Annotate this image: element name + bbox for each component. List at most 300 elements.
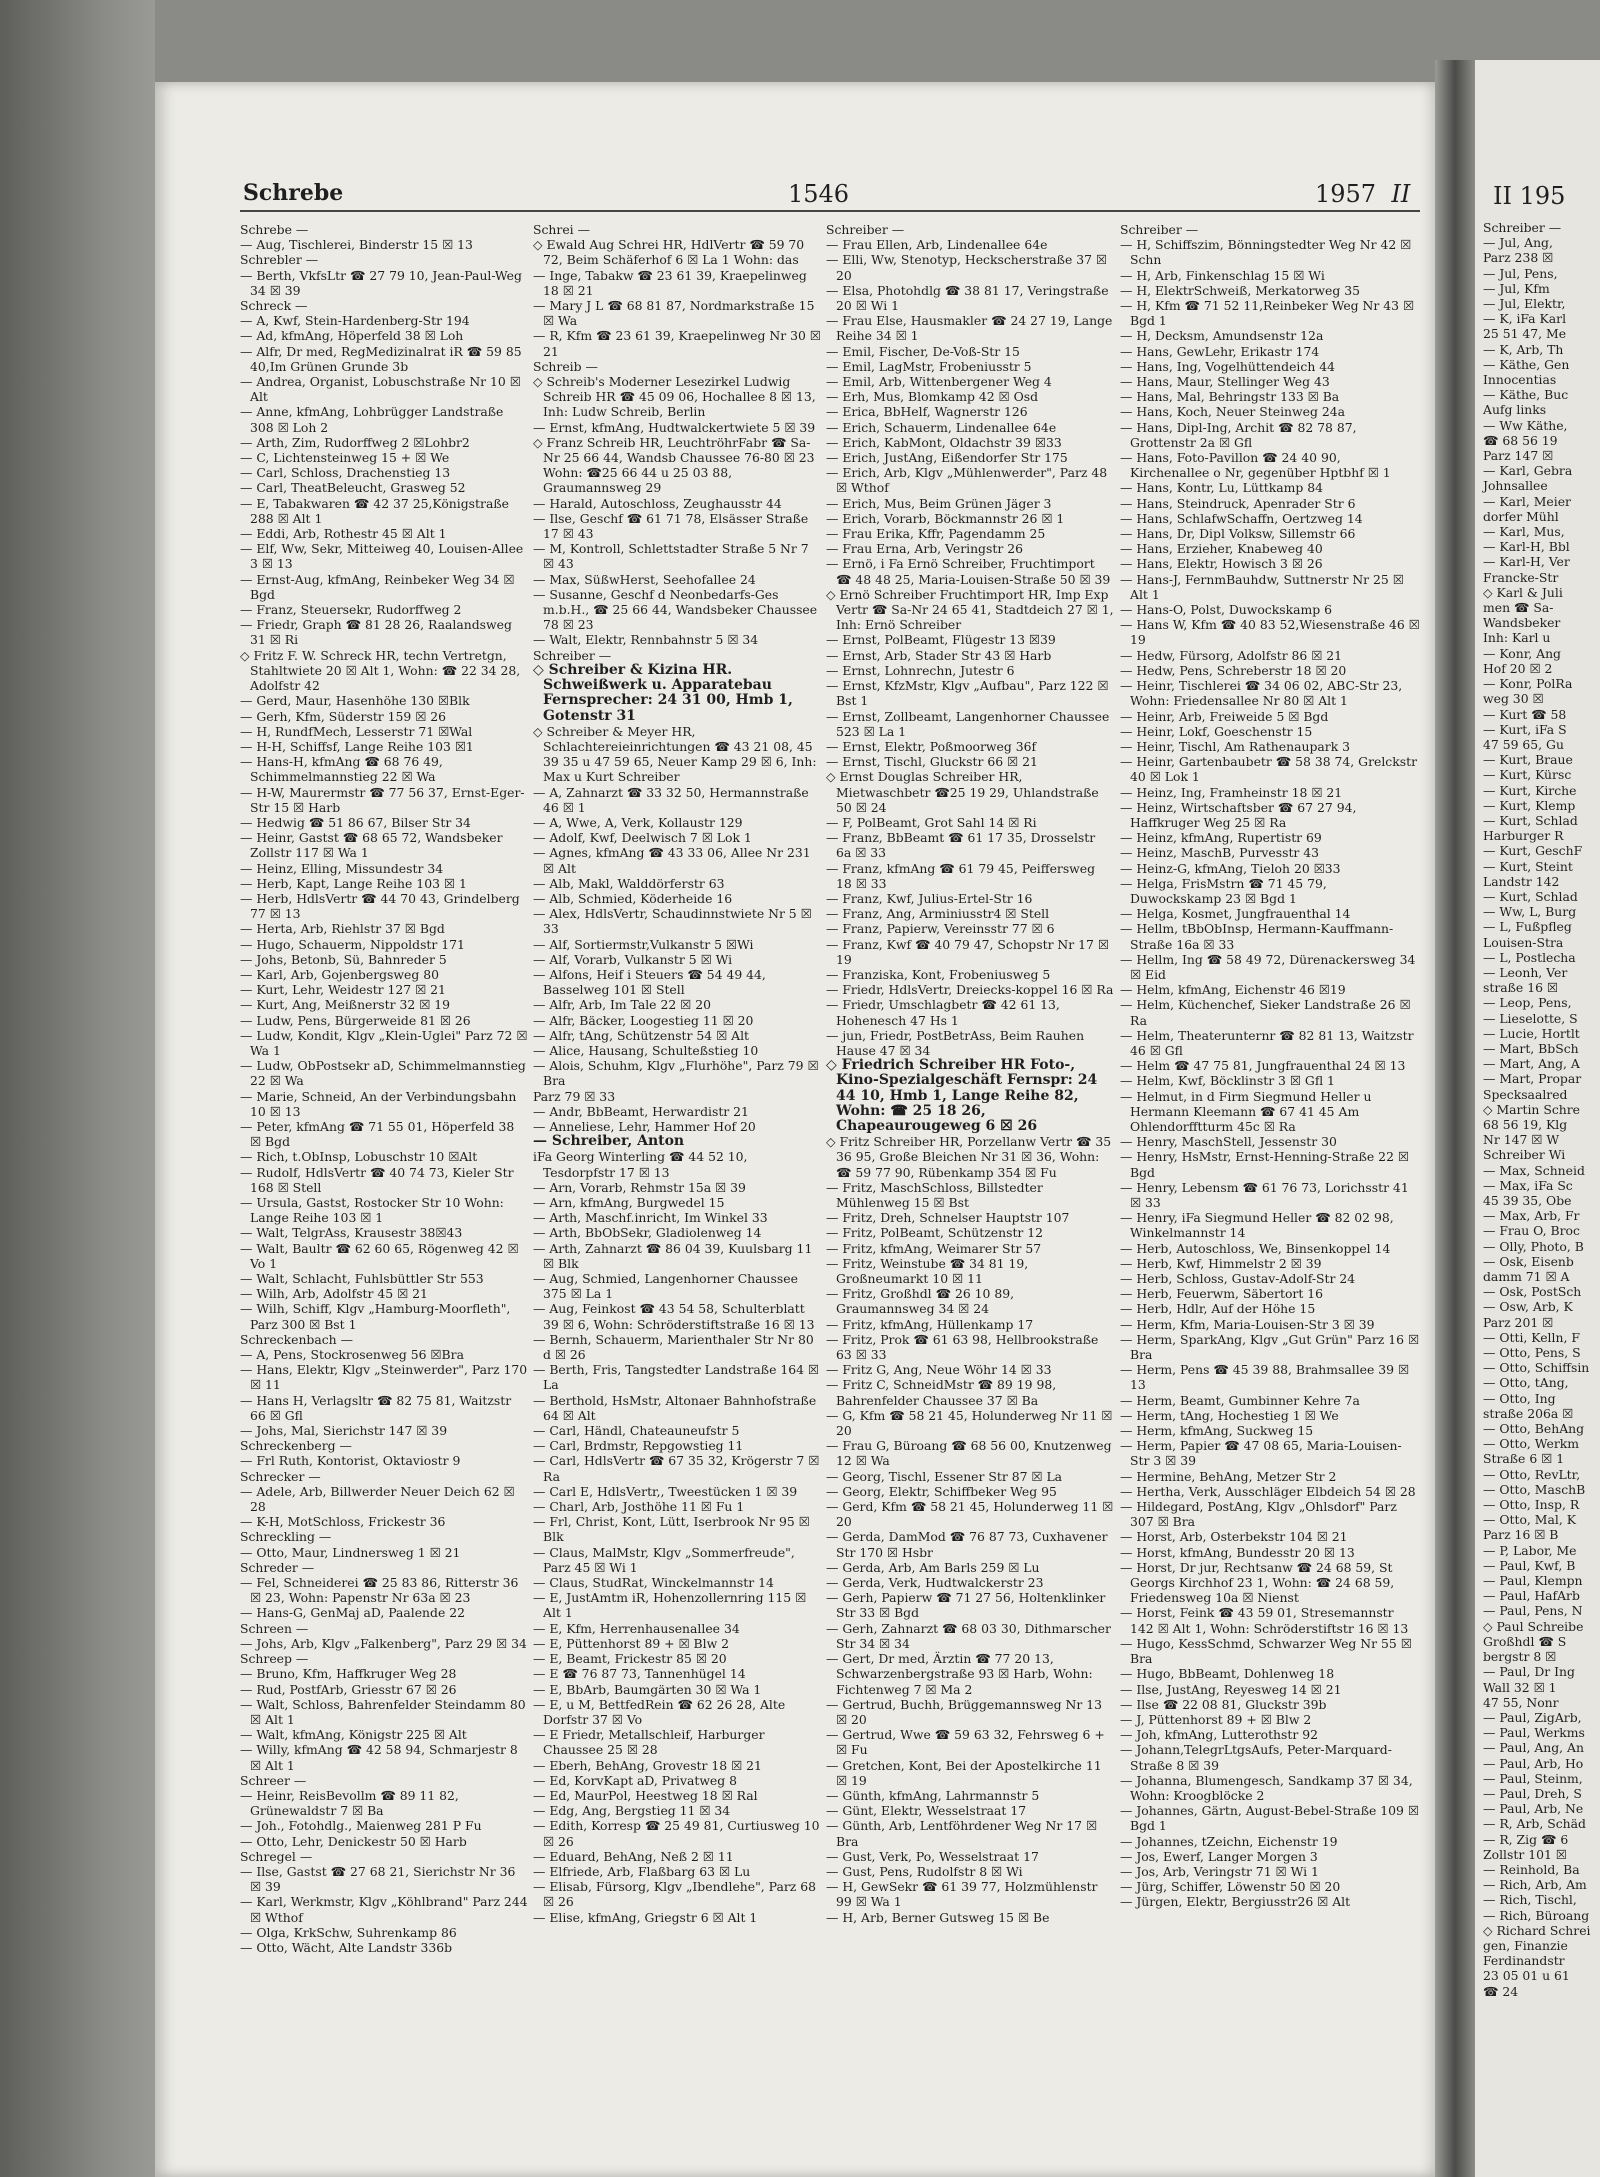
directory-entry: Schrei — xyxy=(533,222,590,237)
directory-entry: — Karl, Meier xyxy=(1483,493,1571,509)
directory-entry: — Max, Schneid xyxy=(1483,1162,1585,1178)
directory-entry: — Max, Arb, Fr xyxy=(1483,1208,1580,1224)
column-3 xyxy=(826,222,1114,2167)
directory-entry: — Arth, BbObSekr, Gladiolenweg 14 xyxy=(533,1225,762,1241)
directory-entry: — Osk, PostSch xyxy=(1483,1284,1582,1300)
directory-entry: — Alice, Hausang, Schulteßstieg 10 xyxy=(533,1042,759,1058)
directory-entry: ◇ Richard Schrei xyxy=(1483,1922,1591,1938)
directory-entry: — K-H, MotSchloss, Frickestr 36 xyxy=(240,1514,446,1530)
directory-entry: — Jürgen, Elektr, Bergiusstr26 ☒ Alt xyxy=(1120,1894,1351,1910)
directory-entry: — Herb, Kapt, Lange Reihe 103 ☒ 1 xyxy=(240,875,467,891)
directory-entry: — Jul, Pens, xyxy=(1483,265,1558,281)
directory-entry: — Leop, Pens, xyxy=(1483,995,1572,1011)
directory-entry: — Carl, Händl, Chateauneufstr 5 xyxy=(533,1423,740,1439)
directory-entry: — Paul, Klempn xyxy=(1483,1573,1583,1589)
directory-entry: ◇ Ernst Douglas Schreiber HR, Mietwaschbetr ☎25 19 29, Uhlandstraße 50 ☒ 24 xyxy=(826,769,1099,815)
directory-entry: — Helga, Kosmet, Jungfrauenthal 14 xyxy=(1120,906,1351,922)
directory-entry: — Edith, Korresp ☎ 25 49 81, Curtiusweg 10 ☒ 26 xyxy=(533,1818,820,1849)
directory-entry: — Hans-G, GenMaj aD, Paalende 22 xyxy=(240,1605,466,1621)
directory-entry: — Heinr, Lokf, Goeschenstr 15 xyxy=(1120,723,1313,739)
directory-entry: — Herm, Kfm, Maria-Louisen-Str 3 ☒ 39 xyxy=(1120,1316,1375,1332)
directory-entry: Johnsallee xyxy=(1483,478,1548,494)
directory-entry: Schreck — xyxy=(240,298,308,314)
directory-entry: Nr 147 ☒ W xyxy=(1483,1132,1560,1148)
directory-entry: — Henry, Lebensm ☎ 61 76 73, Lorichsstr 41 ☒ 33 xyxy=(1120,1179,1409,1210)
directory-entry: — Heinz, kfmAng, Rupertistr 69 xyxy=(1120,830,1322,846)
directory-entry: — Herb, Schloss, Gustav-Adolf-Str 24 xyxy=(1120,1271,1356,1287)
directory-entry: — Joh, kfmAng, Lutterothstr 92 xyxy=(1120,1727,1319,1743)
directory-entry: — Wilh, Arb, Adolfstr 45 ☒ 21 xyxy=(240,1286,428,1302)
directory-entry: — Heinr, ReisBevollm ☎ 89 11 82, Grünewaldstr 7 ☒ Ba xyxy=(240,1787,459,1819)
directory-entry: — Alf, Sortiermstr,Vulkanstr 5 ☒Wi xyxy=(533,936,754,952)
directory-entry: — Susanne, Geschf d Neonbedarfs-Ges m.b.H., ☎ 25 66 44, Wandsbeker Chaussee 78 ☒ 23 xyxy=(533,586,818,633)
directory-entry: — Erica, BbHelf, Wagnerstr 126 xyxy=(826,404,1028,420)
directory-entry: Aufg links xyxy=(1483,402,1547,418)
directory-entry: Schreckling — xyxy=(240,1529,332,1545)
directory-entry: — Ww, L, Burg xyxy=(1483,904,1577,920)
directory-entry: — Horst, kfmAng, Bundesstr 20 ☒ 13 xyxy=(1120,1544,1355,1560)
directory-entry: — Berth, Fris, Tangstedter Landstraße 164 ☒ La xyxy=(533,1362,820,1393)
directory-entry: — E, Beamt, Frickestr 85 ☒ 20 xyxy=(533,1651,727,1667)
directory-entry: 68 56 19, Klg xyxy=(1483,1116,1568,1132)
directory-entry: — Hellm, Ing ☎ 58 49 72, Dürenackersweg 34 ☒ Eid xyxy=(1120,951,1416,982)
directory-entry: — Walt, Elektr, Rennbahnstr 5 ☒ 34 xyxy=(533,632,759,648)
directory-entry: — Leonh, Ver xyxy=(1483,964,1568,980)
directory-entry: — Arth, Maschf.inricht, Im Winkel 33 xyxy=(533,1210,768,1226)
directory-entry: — Otto, Ing xyxy=(1483,1390,1556,1406)
directory-entry: — G, Kfm ☎ 58 21 45, Holunderweg Nr 11 ☒ 20 xyxy=(826,1407,1113,1439)
directory-entry: — Herb, Autoschloss, We, Binsenkoppel 14 xyxy=(1120,1240,1391,1256)
directory-entry: — Otto, Mal, K xyxy=(1483,1512,1576,1528)
directory-entry: — Konr, PolRa xyxy=(1483,676,1573,692)
directory-entry: — Agnes, kfmAng ☎ 43 33 06, Allee Nr 231 ☒ Alt xyxy=(533,845,811,876)
directory-entry: — Friedr, HdlsVertr, Dreiecks-koppel 16 ☒ Ra xyxy=(826,982,1114,998)
directory-entry: Inh: Karl u xyxy=(1483,630,1551,646)
directory-entry: Louisen-Stra xyxy=(1483,934,1564,950)
directory-entry: Schreiber — xyxy=(533,647,612,663)
directory-entry: — Kurt, Kirche xyxy=(1483,782,1577,798)
directory-entry: — Johs, Mal, Sierichstr 147 ☒ 39 xyxy=(240,1423,448,1439)
directory-entry: — Erich, Vorarb, Böckmannstr 26 ☒ 1 xyxy=(826,510,1065,526)
directory-entry: — Herm, Beamt, Gumbinner Kehre 7a xyxy=(1120,1392,1360,1408)
directory-entry: Parz 16 ☒ B xyxy=(1483,1527,1559,1543)
directory-entry: — Herm, kfmAng, Suckweg 15 xyxy=(1120,1423,1314,1439)
directory-entry: — Hans, SchlafwSchaffn, Oertzweg 14 xyxy=(1120,510,1363,526)
directory-entry: — Hans, Erzieher, Knabeweg 40 xyxy=(1120,541,1323,557)
directory-entry: — Frau Else, Hausmakler ☎ 24 27 19, Lange Reihe 34 ☒ 1 xyxy=(826,313,1113,344)
directory-entry: — Paul, Pens, N xyxy=(1483,1603,1583,1619)
directory-entry: — A, Pens, Stockrosenweg 56 ☒Bra xyxy=(240,1347,464,1363)
directory-entry: — Otto, Schiffsin xyxy=(1483,1360,1590,1376)
column-1 xyxy=(240,222,528,2167)
directory-entry: Wall 32 ☒ 1 xyxy=(1483,1679,1557,1695)
directory-entry: — Frau Ellen, Arb, Lindenallee 64e xyxy=(826,237,1048,253)
directory-entry: — Carl, HdlsVertr ☎ 67 35 32, Krögerstr 7 ☒ Ra xyxy=(533,1453,820,1484)
directory-entry: Schreiber Wi xyxy=(1483,1147,1566,1163)
directory-entry: — Frl Ruth, Kontorist, Oktaviostr 9 xyxy=(240,1453,461,1469)
directory-entry: — Henry, iFa Siegmund Heller ☎ 82 02 98, Winkelmannstr 14 xyxy=(1120,1210,1394,1241)
directory-entry: — Paul, Kwf, B xyxy=(1483,1557,1576,1573)
directory-entry: — K, Arb, Th xyxy=(1483,341,1564,357)
directory-entry: — Kurt, Kürsc xyxy=(1483,767,1572,783)
directory-entry: — Helm, Theaterunternr ☎ 82 81 13, Waitzstr 46 ☒ Gfl xyxy=(1120,1027,1414,1058)
directory-entry: — E, BbArb, Baumgärten 30 ☒ Wa 1 xyxy=(533,1681,762,1697)
directory-entry: — Otto, BehAng xyxy=(1483,1421,1585,1437)
directory-entry: Schreckenbach — xyxy=(240,1331,353,1347)
directory-entry: Schreer — xyxy=(240,1772,307,1788)
directory-entry: — E, Tabakwaren ☎ 42 37 25,Königstraße 288 ☒ Alt 1 xyxy=(240,495,509,526)
directory-entry: — H, GewSekr ☎ 61 39 77, Holzmühlenstr 99 ☒ Wa 1 xyxy=(826,1879,1098,1910)
directory-entry: — Gerd, Maur, Hasenhöhe 130 ☒Blk xyxy=(240,693,470,709)
directory-entry: — Otto, Wächt, Alte Landstr 336b xyxy=(240,1939,453,1955)
directory-entry: — Karl, Mus, xyxy=(1483,524,1565,540)
directory-entry: — E ☎ 76 87 73, Tannenhügel 14 xyxy=(533,1666,746,1682)
directory-entry: — Charl, Arb, Josthöhe 11 ☒ Fu 1 xyxy=(533,1499,745,1515)
directory-entry: — Herm, Papier ☎ 47 08 65, Maria-Louisen-Str 3 ☒ 39 xyxy=(1120,1438,1402,1469)
directory-entry: — Kurt, Ang, Meißnerstr 32 ☒ 19 xyxy=(240,997,451,1013)
directory-entry: — Herb, HdlsVertr ☎ 44 70 43, Grindelberg 77 ☒ 13 xyxy=(240,890,520,922)
directory-entry: — Gust, Verk, Po, Wesselstraat 17 xyxy=(826,1848,1039,1864)
directory-entry: Schrecker — xyxy=(240,1468,321,1484)
directory-entry: — Otto, tAng, xyxy=(1483,1375,1569,1391)
directory-entry: — Walt, Schloss, Bahrenfelder Steindamm 80 ☒ Alt 1 xyxy=(240,1696,526,1727)
directory-entry: damm 71 ☒ A xyxy=(1483,1269,1570,1285)
directory-entry: — Käthe, Buc xyxy=(1483,387,1569,403)
directory-entry: — Inge, Tabakw ☎ 23 61 39, Kraepelinweg 18 ☒ 21 xyxy=(533,267,807,298)
directory-entry: — Ernst, Elektr, Poßmoorweg 36f xyxy=(826,738,1037,754)
directory-entry: — Hans, Ing, Vogelhüttendeich 44 xyxy=(1120,358,1336,374)
directory-entry: — Eberh, BehAng, Grovestr 18 ☒ 21 xyxy=(533,1757,762,1773)
directory-entry: — Kurt, GeschF xyxy=(1483,843,1583,859)
directory-entry: — Wilh, Schiff, Klgv „Hamburg-Moorfleth", Parz 300 ☒ Bst 1 xyxy=(240,1301,511,1332)
directory-entry: Hof 20 ☒ 2 xyxy=(1483,660,1553,676)
directory-entry: — Emil, Fischer, De-Voß-Str 15 xyxy=(826,343,1020,359)
directory-entry: Schreep — xyxy=(240,1651,309,1667)
directory-entry: — Paul, Dr Ing xyxy=(1483,1664,1575,1680)
directory-entry: — Rud, PostfArb, Griesstr 67 ☒ 26 xyxy=(240,1681,457,1697)
directory-entry: — Ludw, Pens, Bürgerweide 81 ☒ 26 xyxy=(240,1012,471,1028)
directory-entry: Schreckenberg — xyxy=(240,1438,352,1454)
directory-entry: — H, RundfMech, Lesserstr 71 ☒Wal xyxy=(240,723,473,739)
directory-entry: — Gertrud, Wwe ☎ 59 63 32, Fehrsweg 6 + ☒ Fu xyxy=(826,1727,1105,1758)
directory-entry: — Alois, Schuhm, Klgv „Flurhöhe", Parz 79 ☒ Bra xyxy=(533,1058,819,1089)
directory-entry: — Herm, SparkAng, Klgv „Gut Grün" Parz 16 ☒ Bra xyxy=(1120,1331,1420,1363)
directory-entry: — Henry, MaschStell, Jessenstr 30 xyxy=(1120,1134,1337,1150)
directory-entry: ◇ Ewald Aug Schrei HR, HdlVertr ☎ 59 70 72, Beim Schäferhof 6 ☒ La 1 Wohn: das xyxy=(533,237,805,268)
directory-entry: — Franz, kfmAng ☎ 61 79 45, Peiffersweg 18 ☒ 33 xyxy=(826,860,1096,891)
directory-entry: — Ernst, Arb, Stader Str 43 ☒ Harb xyxy=(826,647,1052,663)
directory-entry: Parz 201 ☒ xyxy=(1483,1314,1554,1330)
directory-entry: — J, Püttenhorst 89 + ☒ Blw 2 xyxy=(1120,1711,1312,1727)
directory-entry: — Herta, Arb, Riehlstr 37 ☒ Bgd xyxy=(240,921,445,937)
directory-entry: — Hellm, tBbObInsp, Hermann-Kauffmann-Straße 16a ☒ 33 xyxy=(1120,921,1394,952)
directory-entry: Francke-Str xyxy=(1483,569,1559,585)
next-page-header: II 195 xyxy=(1493,182,1566,210)
next-page-edge xyxy=(1475,60,1600,2177)
directory-entry: — Heinz-G, kfmAng, Tieloh 20 ☒33 xyxy=(1120,860,1341,876)
directory-entry: — Erich, KabMont, Oldachstr 39 ☒33 xyxy=(826,434,1062,450)
directory-entry: — Fritz C, SchneidMstr ☎ 89 19 98, Bahrenfelder Chaussee 37 ☒ Ba xyxy=(826,1377,1057,1408)
directory-entry: — Paul, Arb, Ne xyxy=(1483,1801,1584,1817)
directory-entry: — Alb, Schmied, Köderheide 16 xyxy=(533,890,733,906)
directory-entry: — Elli, Ww, Stenotyp, Heckscherstraße 37 ☒ 20 xyxy=(826,252,1108,283)
directory-entry: 47 59 65, Gu xyxy=(1483,736,1564,752)
directory-entry: — Gerd, Kfm ☎ 58 21 45, Holunderweg 11 ☒ 20 xyxy=(826,1499,1114,1530)
directory-entry: — Hugo, BbBeamt, Dohlenweg 18 xyxy=(1120,1666,1335,1682)
directory-entry: — Alex, HdlsVertr, Schaudinnstwiete Nr 5 ☒ 33 xyxy=(533,906,812,937)
directory-entry: — Adele, Arb, Billwerder Neuer Deich 62 ☒ 28 xyxy=(240,1483,515,1515)
directory-entry: — K, iFa Karl xyxy=(1483,311,1567,327)
directory-entry: — F, PolBeamt, Grot Sahl 14 ☒ Ri xyxy=(826,814,1037,830)
book-gutter xyxy=(1435,60,1475,2177)
directory-entry: — E, Kfm, Herrenhausenallee 34 xyxy=(533,1620,740,1636)
directory-entry: — Franz, Ang, Arminiusstr4 ☒ Stell xyxy=(826,906,1050,922)
directory-entry: — Ernö, i Fa Ernö Schreiber, Fruchtimport ☎ 48 48 25, Maria-Louisen-Straße 50 ☒ 39 xyxy=(826,556,1111,587)
directory-entry: — Edg, Ang, Bergstieg 11 ☒ 34 xyxy=(533,1803,731,1819)
directory-entry: — Erh, Mus, Blomkamp 42 ☒ Osd xyxy=(826,389,1039,405)
directory-entry: — Rich, Arb, Am xyxy=(1483,1877,1587,1893)
directory-entry: — Ernst, PolBeamt, Flügestr 13 ☒39 xyxy=(826,632,1056,648)
directory-entry: — Hertha, Verk, Ausschläger Elbdeich 54 ☒ 28 xyxy=(1120,1483,1416,1499)
directory-entry: — Fritz, Großhdl ☎ 26 10 89, Graumannsweg 34 ☒ 24 xyxy=(826,1286,1015,1317)
directory-entry: — Franz, Kwf ☎ 40 79 47, Schopstr Nr 17 ☒ 19 xyxy=(826,936,1109,967)
directory-entry: — Fritz, Weinstube ☎ 34 81 19, Großneumarkt 10 ☒ 11 xyxy=(826,1255,1029,1287)
directory-entry: Zollstr 101 ☒ xyxy=(1483,1846,1567,1862)
directory-entry: ☎ 68 56 19 xyxy=(1483,432,1558,448)
scan-background-left xyxy=(0,0,155,2177)
directory-entry: — Hans, Steindruck, Apenrader Str 6 xyxy=(1120,495,1356,511)
directory-entry: — Claus, MalMstr, Klgv „Sommerfreude", Parz 45 ☒ Wi 1 xyxy=(533,1544,795,1575)
directory-entry: — Ursula, Gastst, Rostocker Str 10 Wohn: Lange Reihe 103 ☒ 1 xyxy=(240,1195,504,1226)
directory-entry: — Ernst-Aug, kfmAng, Reinbeker Weg 34 ☒ Bgd xyxy=(240,571,515,602)
directory-entry: — Gert, Dr med, Ärztin ☎ 77 20 13, Schwarzenbergstraße 93 ☒ Harb, Wohn: Fichtenweg 7 ☒ Ma 2 xyxy=(826,1651,1093,1697)
directory-entry: — Karl, Gebra xyxy=(1483,463,1573,479)
directory-entry: — Helga, FrisMstrn ☎ 71 45 79, Duwockskamp 23 ☒ Bgd 1 xyxy=(1120,875,1327,906)
directory-entry: Schreen — xyxy=(240,1620,309,1636)
directory-entry: — Günt, Elektr, Wesselstraat 17 xyxy=(826,1803,1027,1819)
directory-entry: — Helm, Kwf, Böcklinstr 3 ☒ Gfl 1 xyxy=(1120,1073,1335,1089)
directory-entry: — Friedr, Umschlagbetr ☎ 42 61 13, Hohenesch 47 Hs 1 xyxy=(826,997,1060,1028)
directory-entry: — Friedr, Graph ☎ 81 28 26, Raalandsweg 31 ☒ Ri xyxy=(240,617,512,648)
directory-entry: Schrebe — xyxy=(240,222,309,237)
directory-entry: Parz 238 ☒ xyxy=(1483,250,1554,266)
directory-entry: Großhdl ☎ S xyxy=(1483,1633,1567,1649)
directory-entry: — Adolf, Kwf, Deelwisch 7 ☒ Lok 1 xyxy=(533,830,752,846)
directory-entry: iFa Georg Winterling ☎ 44 52 10, Tesdorpfstr 17 ☒ 13 xyxy=(533,1149,748,1180)
directory-entry: — Gerda, Verk, Hudtwalckerstr 23 xyxy=(826,1575,1044,1591)
directory-entry: — Hedwig ☎ 51 86 67, Bilser Str 34 xyxy=(240,814,471,830)
directory-entry: — Olga, KrkSchw, Suhrenkamp 86 xyxy=(240,1924,457,1940)
directory-entry: — Gertrud, Buchh, Brüggemannsweg Nr 13 ☒ 20 xyxy=(826,1696,1102,1727)
directory-entry: — P, Labor, Me xyxy=(1483,1542,1577,1558)
directory-entry: — Helm ☎ 47 75 81, Jungfrauenthal 24 ☒ 13 xyxy=(1120,1058,1406,1074)
directory-entry: Harburger R xyxy=(1483,828,1564,844)
directory-entry: — H, Arb, Berner Gutsweg 15 ☒ Be xyxy=(826,1909,1050,1925)
directory-entry: ◇ Fritz Schreiber HR, Porzellanw Vertr ☎ 35 36 95, Große Bleichen Nr 31 ☒ 36, Wohn: ☎ 59 77 90, Rübenkamp 354 ☒ Fu xyxy=(826,1134,1112,1180)
directory-entry: — Alf, Vorarb, Vulkanstr 5 ☒ Wi xyxy=(533,951,733,967)
directory-entry: — Anne, kfmAng, Lohbrügger Landstraße 308 ☒ Loh 2 xyxy=(240,404,504,435)
directory-entry: — Hedw, Pens, Schreberstr 18 ☒ 20 xyxy=(1120,662,1347,678)
directory-entry: — Alfons, Heif i Steuers ☎ 54 49 44, Basselweg 101 ☒ Stell xyxy=(533,966,766,998)
directory-entry: — Hans, Dipl-Ing, Archit ☎ 82 78 87, Grottenstr 2a ☒ Gfl xyxy=(1120,419,1357,450)
directory-entry: — Arn, kfmAng, Burgwedel 15 xyxy=(533,1195,725,1210)
directory-entry: Landstr 142 xyxy=(1483,873,1560,889)
directory-entry: — Arth, Zahnarzt ☎ 86 04 39, Kuulsbarg 11 ☒ Blk xyxy=(533,1240,813,1271)
page-header-keyword: Schrebe xyxy=(243,180,344,206)
directory-entry: — Ad, kfmAng, Höperfeld 38 ☒ Loh xyxy=(240,328,464,344)
directory-entry: — Hugo, Schauerm, Nippoldstr 171 xyxy=(240,936,465,952)
directory-entry: ☎ 24 xyxy=(1483,1983,1519,1999)
directory-entry: — C, Lichtensteinweg 15 + ☒ We xyxy=(240,450,450,466)
directory-entry: — Carl E, HdlsVertr,, Tweestücken 1 ☒ 39 xyxy=(533,1483,798,1499)
directory-entry: — E, u M, BettfedRein ☎ 62 26 28, Alte Dorfstr 37 ☒ Vo xyxy=(533,1696,786,1727)
directory-entry: — Lieselotte, S xyxy=(1483,1010,1578,1026)
directory-entry: ◇ Ernö Schreiber Fruchtimport HR, Imp Exp Vertr ☎ Sa-Nr 24 65 41, Stadtdeich 27 ☒ 1, Inh: Ernö Schreiber xyxy=(826,586,1114,633)
directory-entry: — Fritz, Prok ☎ 61 63 98, Hellbrookstraße 63 ☒ 33 xyxy=(826,1331,1099,1363)
directory-entry: — Jos, Ewerf, Langer Morgen 3 xyxy=(1120,1848,1318,1864)
directory-entry: — Rich, Büroang xyxy=(1483,1907,1590,1923)
directory-entry: Schreiber — xyxy=(1120,222,1199,237)
directory-entry: — Joh., Fotohdlg., Maienweg 281 P Fu xyxy=(240,1818,482,1834)
directory-entry: 45 39 35, Obe xyxy=(1483,1193,1572,1208)
directory-entry: — Otto, Insp, R xyxy=(1483,1497,1580,1513)
directory-entry: — H, Decksm, Amundsenstr 12a xyxy=(1120,328,1324,344)
directory-entry: — Erich, JustAng, Eißendorfer Str 175 xyxy=(826,450,1068,466)
directory-entry: — Otto, Werkm xyxy=(1483,1436,1580,1452)
directory-entry: — Kurt, Braue xyxy=(1483,752,1573,768)
directory-entry: — Gerda, Arb, Am Barls 259 ☒ Lu xyxy=(826,1559,1040,1575)
directory-entry: — M, Kontroll, Schlettstadter Straße 5 Nr 7 ☒ 43 xyxy=(533,541,809,572)
directory-entry: — Kurt ☎ 58 xyxy=(1483,706,1567,722)
directory-entry: — Ww Käthe, xyxy=(1483,417,1568,433)
directory-entry: — Peter, kfmAng ☎ 71 55 01, Höperfeld 38 ☒ Bgd xyxy=(240,1118,515,1150)
directory-entry: ◇ Martin Schre xyxy=(1483,1101,1580,1117)
directory-entry: — H, Schiffszim, Bönningstedter Weg Nr 42 ☒ Schn xyxy=(1120,237,1412,268)
directory-entry: — A, Kwf, Stein-Hardenberg-Str 194 xyxy=(240,313,470,329)
directory-entry: — Alfr, Dr med, RegMedizinalrat iR ☎ 59 85 40,Im Grünen Grunde 3b xyxy=(240,343,522,374)
directory-entry: — Otto, Pens, S xyxy=(1483,1345,1581,1361)
directory-entry: ◇ Friedrich Schreiber HR Foto-, Kino-Spezialgeschäft Fernspr: 24 44 10, Hmb 1, Lange Reihe 82, Wohn: ☎ 25 18 26, Chapeaurougeweg 6 ☒ 26 xyxy=(826,1057,1098,1134)
directory-entry: — Arth, Zim, Rudorffweg 2 ☒Lohbr2 xyxy=(240,434,470,450)
directory-entry: — Johannes, tZeichn, Eichenstr 19 xyxy=(1120,1833,1338,1849)
directory-entry: — Heinz, Ing, Framheinstr 18 ☒ 21 xyxy=(1120,784,1343,800)
directory-entry: — Karl, Werkmstr, Klgv „Köhlbrand" Parz 244 ☒ Wthof xyxy=(240,1894,528,1925)
directory-entry: — Ernst, Lohnrechn, Jutestr 6 xyxy=(826,662,1015,678)
directory-entry: — Hans W, Kfm ☎ 40 83 52,Wiesenstraße 46 ☒ 19 xyxy=(1120,617,1420,648)
directory-entry: — Carl, Schloss, Drachenstieg 13 xyxy=(240,465,451,481)
directory-entry: Innocentias xyxy=(1483,372,1557,388)
directory-entry: — Willy, kfmAng ☎ 42 58 94, Schmarjestr 8 ☒ Alt 1 xyxy=(240,1742,518,1773)
directory-entry: — Gretchen, Kont, Bei der Apostelkirche 11 ☒ 19 xyxy=(826,1757,1102,1788)
directory-entry: — Karl, Arb, Gojenbergsweg 80 xyxy=(240,966,439,982)
directory-entry: — Paul, Steinm, xyxy=(1483,1770,1583,1786)
directory-entry: — Hans, Elektr, Howisch 3 ☒ 26 xyxy=(1120,556,1323,572)
directory-entry: — Harald, Autoschloss, Zeughausstr 44 xyxy=(533,495,782,511)
directory-entry: — Ernst, Tischl, Gluckstr 66 ☒ 21 xyxy=(826,754,1038,770)
directory-entry: — Günth, Arb, Lentföhrdener Weg Nr 17 ☒ Bra xyxy=(826,1818,1098,1849)
directory-entry: — Hans-O, Polst, Duwockskamp 6 xyxy=(1120,602,1333,618)
directory-entry: bergstr 8 ☒ xyxy=(1483,1649,1557,1665)
directory-entry: — Elise, kfmAng, Griegstr 6 ☒ Alt 1 xyxy=(533,1909,758,1925)
directory-entry: Specksaalred xyxy=(1483,1086,1568,1102)
directory-entry: — Franz, BbBeamt ☎ 61 17 35, Drosselstr 6a ☒ 33 xyxy=(826,830,1096,861)
directory-entry: — Emil, Arb, Wittenbergener Weg 4 xyxy=(826,374,1052,390)
directory-entry: — Hans, Kontr, Lu, Lüttkamp 84 xyxy=(1120,480,1324,496)
directory-entry: — Herm, Pens ☎ 45 39 88, Brahmsallee 39 ☒ 13 xyxy=(1120,1362,1410,1393)
directory-entry: — Johann,TelegrLtgsAufs, Peter-Marquard-Straße 8 ☒ 39 xyxy=(1120,1742,1392,1773)
directory-entry: — Frau Erna, Arb, Veringstr 26 xyxy=(826,541,1023,557)
directory-entry: — Gerh, Zahnarzt ☎ 68 03 30, Dithmarscher Str 34 ☒ 34 xyxy=(826,1620,1111,1651)
directory-entry: — Osk, Eisenb xyxy=(1483,1253,1574,1269)
directory-entry: — Andr, BbBeamt, Herwardistr 21 xyxy=(533,1103,749,1119)
directory-entry: — Käthe, Gen xyxy=(1483,356,1570,372)
directory-entry: — Hans, Mal, Behringstr 133 ☒ Ba xyxy=(1120,389,1340,405)
directory-entry: 47 55, Nonr xyxy=(1483,1694,1559,1710)
directory-entry: — Horst, Dr jur, Rechtsanw ☎ 24 68 59, St Georgs Kirchhof 23 1, Wohn: ☎ 24 68 59, Friedensweg 10a ☒ Nienst xyxy=(1120,1559,1395,1606)
directory-entry: gen, Finanzie xyxy=(1483,1937,1568,1953)
directory-entry: — Ilse ☎ 22 08 81, Gluckstr 39b xyxy=(1120,1696,1327,1712)
directory-entry: — Frau O, Broc xyxy=(1483,1223,1580,1239)
directory-entry: ◇ Fritz F. W. Schreck HR, techn Vertretgn, Stahltwiete 20 ☒ Alt 1, Wohn: ☎ 22 34 28, Adolfstr 42 xyxy=(240,647,521,694)
directory-entry: — Hedw, Fürsorg, Adolfstr 86 ☒ 21 xyxy=(1120,647,1343,663)
directory-entry: Parz 147 ☒ xyxy=(1483,448,1554,464)
directory-entry: Schreiber — xyxy=(826,222,905,237)
directory-entry: ◇ Karl & Juli xyxy=(1483,584,1563,600)
directory-entry: — Herb, Feuerwm, Säbertort 16 xyxy=(1120,1286,1324,1302)
directory-entry: — H-H, Schiffsf, Lange Reihe 103 ☒1 xyxy=(240,738,474,754)
directory-entry: — Elfriede, Arb, Flaßbarg 63 ☒ Lu xyxy=(533,1863,751,1879)
directory-entry: — Osw, Arb, K xyxy=(1483,1299,1573,1315)
directory-entry: — Carl, TheatBeleucht, Grasweg 52 xyxy=(240,480,466,496)
directory-entry: — Heinz, Elling, Missundestr 34 xyxy=(240,860,444,876)
directory-entry: — R, Arb, Schäd xyxy=(1483,1816,1586,1832)
directory-entry: dorfer Mühl xyxy=(1483,508,1559,524)
directory-entry: — Frau Erika, Kffr, Pagendamm 25 xyxy=(826,526,1046,542)
directory-entry: — Herm, tAng, Hochestieg 1 ☒ We xyxy=(1120,1407,1339,1423)
directory-entry: — E, JustAmtm iR, Hohenzollernring 115 ☒ Alt 1 xyxy=(533,1590,807,1621)
directory-entry: — Kurt, Schlad xyxy=(1483,812,1578,828)
directory-entry: ◇ Schreiber & Meyer HR, Schlachtereieinrichtungen ☎ 43 21 08, 45 39 35 u 47 59 65, Neuer Kamp 29 ☒ 6, Inh: Max u Kurt Schreiber xyxy=(533,723,817,785)
directory-entry: — Hans, GewLehr, Erikastr 174 xyxy=(1120,343,1320,359)
directory-entry: — Frl, Christ, Kont, Lütt, Iserbrook Nr 95 ☒ Blk xyxy=(533,1514,810,1545)
directory-entry: Schreiber — xyxy=(1483,220,1562,235)
directory-entry: — Franz, Papierw, Vereinsstr 77 ☒ 6 xyxy=(826,921,1055,937)
directory-entry: — Alb, Makl, Walddörferstr 63 xyxy=(533,875,725,891)
directory-entry: — H, ElektrSchweiß, Merkatorweg 35 xyxy=(1120,282,1361,298)
directory-entry: — Frau G, Büroang ☎ 68 56 00, Knutzenweg 12 ☒ Wa xyxy=(826,1438,1112,1469)
directory-entry: Schrebler — xyxy=(240,252,319,268)
directory-entry: — Herb, Kwf, Himmelstr 2 ☒ 39 xyxy=(1120,1255,1322,1271)
directory-entry: — Georg, Tischl, Essener Str 87 ☒ La xyxy=(826,1468,1063,1484)
directory-entry: — Claus, StudRat, Winckelmannstr 14 xyxy=(533,1575,774,1591)
directory-entry: — jun, Friedr, PostBetrAss, Beim Rauhen Hause 47 ☒ 34 xyxy=(826,1027,1085,1058)
directory-entry: — Gust, Pens, Rudolfstr 8 ☒ Wi xyxy=(826,1863,1023,1879)
directory-entry: — Paul, Ang, An xyxy=(1483,1740,1584,1756)
directory-entry: — Mart, Ang, A xyxy=(1483,1056,1580,1072)
directory-entry: — Konr, Ang xyxy=(1483,645,1561,661)
directory-entry: — Elsa, Photohdlg ☎ 38 81 17, Veringstraße 20 ☒ Wi 1 xyxy=(826,282,1109,314)
directory-entry: Parz 79 ☒ 33 xyxy=(533,1088,616,1104)
directory-entry: — Hildegard, PostAng, Klgv „Ohlsdorf" Parz 307 ☒ Bra xyxy=(1120,1499,1397,1530)
directory-entry: — Alfr, Bäcker, Loogestieg 11 ☒ 20 xyxy=(533,1012,754,1028)
directory-entry: — Fritz G, Ang, Neue Wöhr 14 ☒ 33 xyxy=(826,1362,1052,1378)
directory-entry: — Alfr, tAng, Schützenstr 54 ☒ Alt xyxy=(533,1027,750,1043)
directory-entry: — Mary J L ☎ 68 81 87, Nordmarkstraße 15 ☒ Wa xyxy=(533,298,815,329)
directory-entry: — Paul, ZigArb, xyxy=(1483,1709,1582,1725)
directory-entry: — Bernh, Schauerm, Marienthaler Str Nr 80 d ☒ 26 xyxy=(533,1331,814,1363)
directory-entry: — Ed, MaurPol, Heestweg 18 ☒ Ral xyxy=(533,1787,758,1803)
directory-entry: ◇ Schreiber & Kizina HR. Schweißwerk u. Apparatebau Fernsprecher: 24 31 00, Hmb 1, Gotenstr 31 xyxy=(533,661,793,724)
